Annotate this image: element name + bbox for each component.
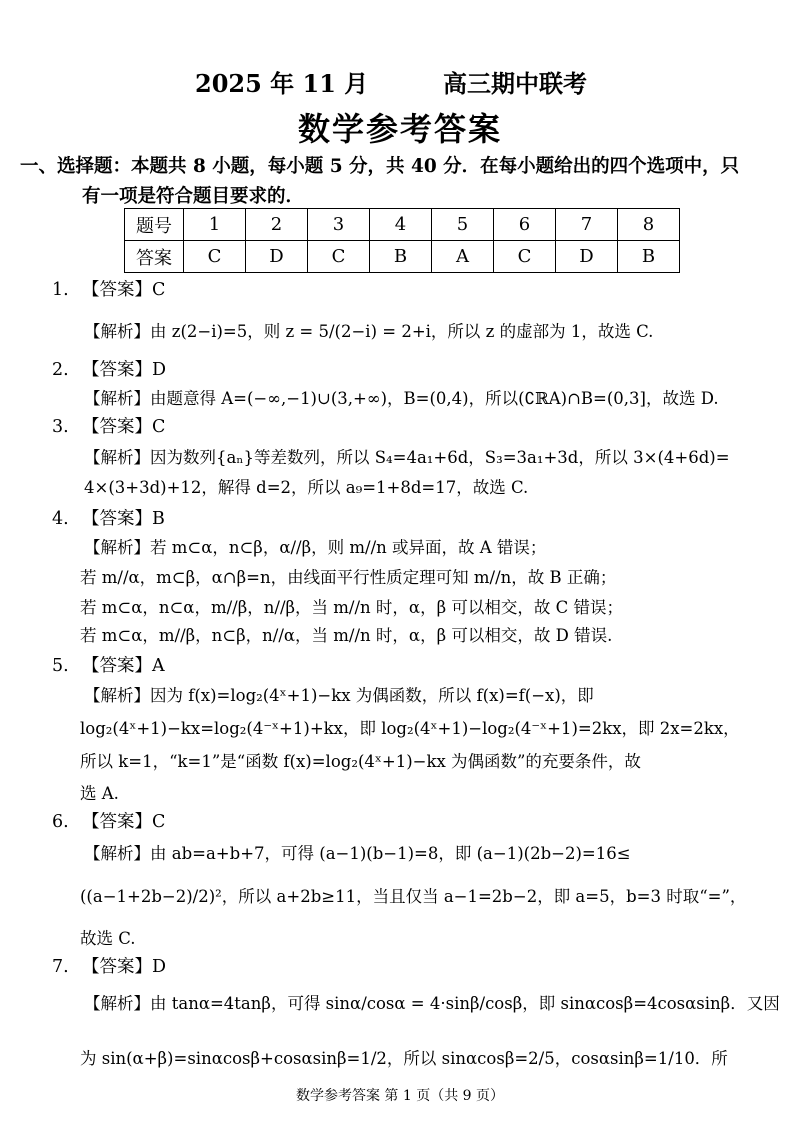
question-5-solution-line: 选 A. [80,784,119,803]
question-number: 1 [184,209,246,241]
answer-label: 【答案】D [82,957,167,977]
question-4-solution-line: 若 m⊂α，n⊂α，m//β，n//β，当 m//n 时，α，β 可以相交，故 C 错误； [80,598,623,617]
question-7-answer [52,953,752,978]
question-number: 3 [308,209,370,241]
row-label: 题号 [125,209,184,241]
question-5-solution-line: log₂(4ˣ+1)−kx=log₂(4⁻ˣ+1)+kx，即 log₂(4ˣ+1)−log₂(4⁻ˣ+1)=2kx，即 2x=2kx， [80,719,740,738]
question-number-label: 7. [52,957,69,977]
answer-table-number-row [125,209,680,241]
answer-letter: B [370,241,432,273]
exam-date: 2025 年 11 月 [195,69,369,98]
question-1-solution-line: 【解析】由 z(2−i)=5，则 z = 5/(2−i) = 2+i，所以 z 的虚部为 1，故选 C. [84,322,654,341]
question-number-label: 3. [52,417,69,437]
question-3-solution-line: 【解析】因为数列{aₙ}等差数列，所以 S₄=4a₁+6d，S₃=3a₁+3d，所以 3×(4+6d)= [84,448,730,467]
question-number-label: 5. [52,656,69,676]
answer-letter: C [494,241,556,273]
answer-letter: C [184,241,246,273]
question-5-solution-line: 所以 k=1，“k=1”是“函数 f(x)=log₂(4ˣ+1)−kx 为偶函数”的充要条件，故 [80,752,641,771]
answer-label: 【答案】C [82,417,166,437]
answer-letter: A [432,241,494,273]
question-6-solution-line: ((a−1+2b−2)/2)²，所以 a+2b≥11，当且仅当 a−1=2b−2，即 a=5，b=3 时取“=”， [80,887,747,906]
question-1-answer [52,276,752,301]
row-label: 答案 [125,241,184,273]
question-4-solution-line: 若 m//α，m⊂β，α∩β=n，由线面平行性质定理可知 m//n，故 B 正确； [80,568,617,587]
answer-letter: C [308,241,370,273]
question-7-solution-line: 【解析】由 tanα=4tanβ，可得 sinα/cosα = 4·sinβ/cosβ，即 sinαcosβ=4cosαsinβ．又因 [84,994,780,1013]
exam-name: 高三期中联考 [443,69,587,98]
answer-label: 【答案】B [82,509,165,529]
question-number-label: 1. [52,280,69,300]
question-number-label: 2. [52,360,69,380]
question-3-answer [52,413,752,438]
answer-label: 【答案】C [82,280,166,300]
answer-label: 【答案】A [82,656,165,676]
question-number: 5 [432,209,494,241]
question-6-solution-line: 【解析】由 ab=a+b+7，可得 (a−1)(b−1)=8，即 (a−1)(2b−2)=16≤ [84,844,631,863]
answer-table-answer-row [125,241,680,273]
question-number-label: 4. [52,509,69,529]
section-heading-line-1: 一、选择题：本题共 8 小题，每小题 5 分，共 40 分．在每小题给出的四个选项中，只 [20,156,740,177]
page-footer: 数学参考答案 第 1 页（共 9 页） [295,1088,505,1104]
question-number: 8 [618,209,680,241]
question-number: 6 [494,209,556,241]
question-7-solution-line: 为 sin(α+β)=sinαcosβ+cosαsinβ=1/2，所以 sinαcosβ=2/5，cosαsinβ=1/10．所 [80,1049,728,1068]
section-heading-line-2: 有一项是符合题目要求的． [82,186,305,207]
question-5-answer [52,652,752,677]
question-3-solution-line: 4×(3+3d)+12，解得 d=2，所以 a₉=1+8d=17，故选 C. [84,478,529,497]
question-2-solution-line: 【解析】由题意得 A=(−∞,−1)∪(3,+∞)，B=(0,4)，所以(∁ℝA)∩B=(0,3]，故选 D. [84,389,719,408]
answer-label: 【答案】D [82,360,167,380]
question-number: 2 [246,209,308,241]
question-number-label: 6. [52,812,69,832]
section-heading [20,152,760,212]
question-2-answer [52,356,752,381]
question-6-solution-line: 故选 C. [80,929,136,948]
question-4-solution-line: 【解析】若 m⊂α，n⊂β，α//β，则 m//n 或异面，故 A 错误； [84,538,547,557]
question-number: 7 [556,209,618,241]
answer-letter: B [618,241,680,273]
answer-letter: D [556,241,618,273]
answer-label: 【答案】C [82,812,166,832]
answer-table [124,208,680,273]
question-5-solution-line: 【解析】因为 f(x)=log₂(4ˣ+1)−kx 为偶函数，所以 f(x)=f(−x)，即 [84,686,594,705]
question-4-answer [52,505,752,530]
page-title: 数学参考答案 [297,110,502,148]
question-number: 4 [370,209,432,241]
question-6-answer [52,808,752,833]
answer-letter: D [246,241,308,273]
question-4-solution-line: 若 m⊂α，m//β，n⊂β，n//α，当 m//n 时，α，β 可以相交，故 D 错误. [80,626,613,645]
